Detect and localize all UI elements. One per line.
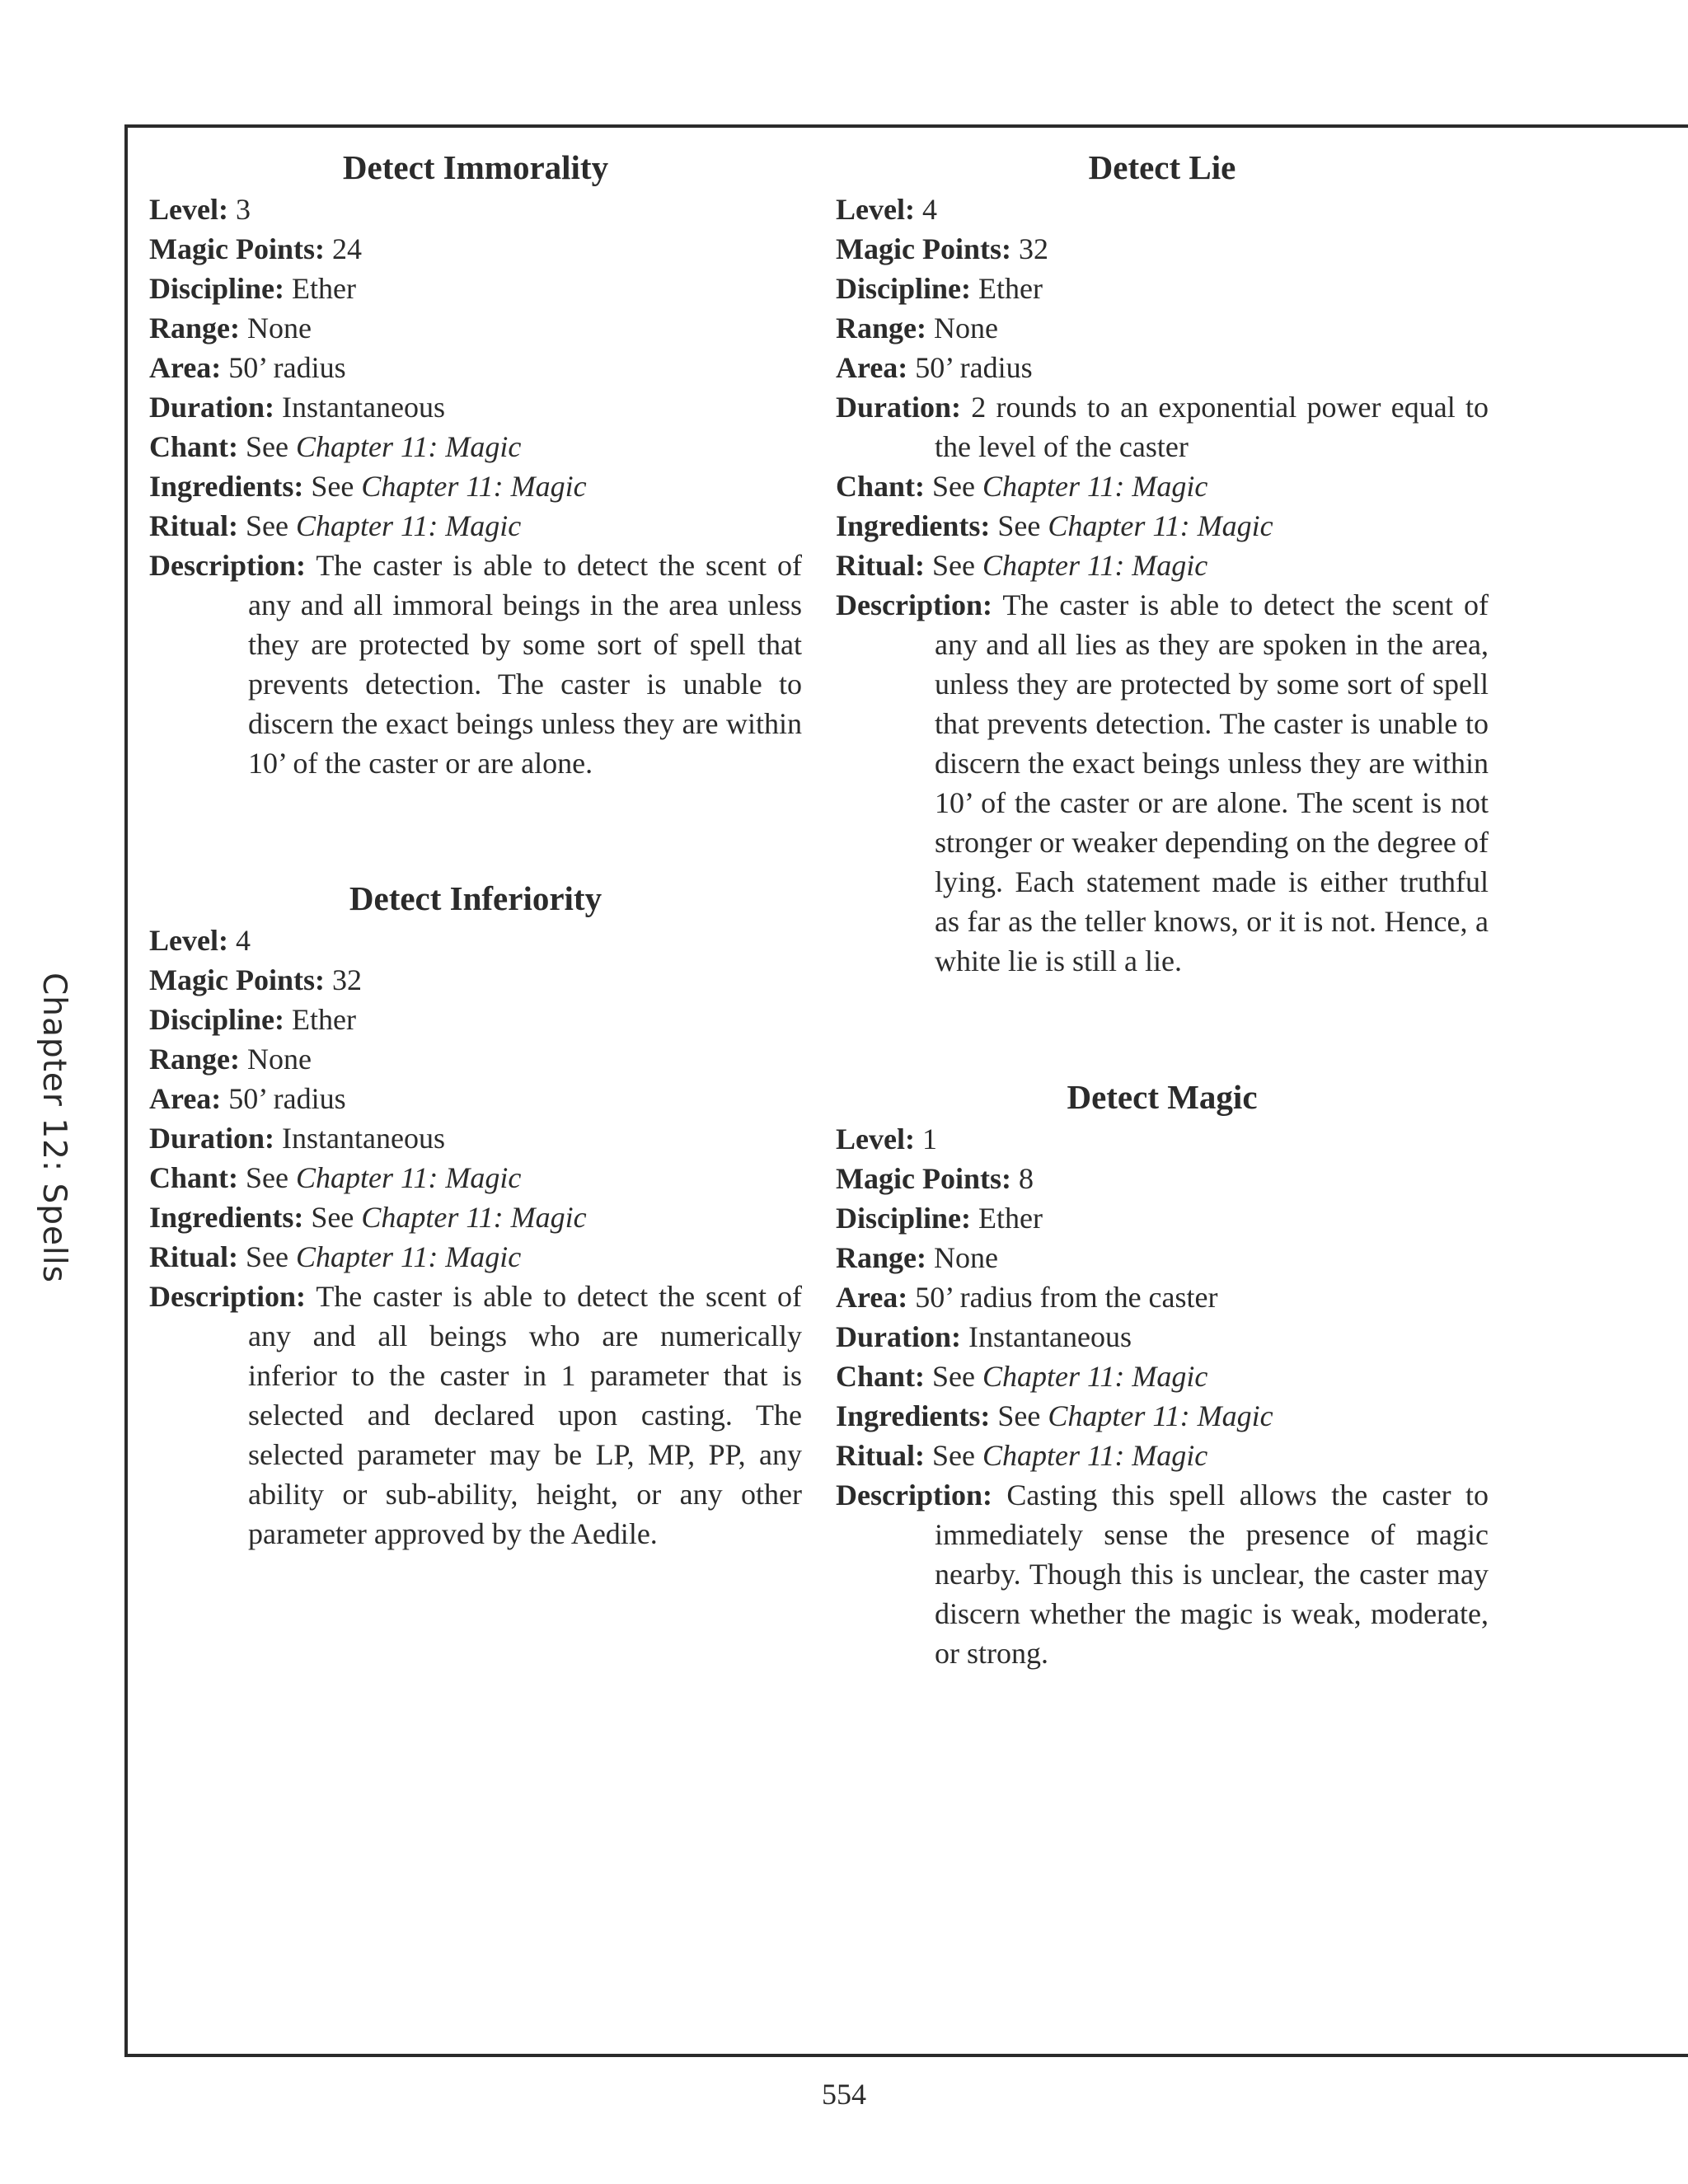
spell-spacer [836, 981, 1489, 1075]
spell-magic-points: Magic Points: 32 [149, 963, 362, 996]
spell-discipline: Discipline: Ether [836, 1202, 1043, 1235]
spell-area: Area: 50’ radius [149, 351, 346, 384]
spell-duration: Duration: Instantaneous [149, 1122, 445, 1155]
spell-spacer [149, 783, 802, 876]
spell-title: Detect Magic [1067, 1078, 1258, 1116]
spell-magic-points: Magic Points: 24 [149, 232, 362, 265]
spell-range: Range: None [149, 312, 312, 344]
spell-magic-points: Magic Points: 32 [836, 232, 1048, 265]
spell-level: Level: 1 [836, 1122, 937, 1155]
spell-ritual: Ritual: See Chapter 11: Magic [836, 1439, 1208, 1472]
spell-detect-inferiority [149, 876, 802, 1554]
spell-chant: Chant: See Chapter 11: Magic [149, 430, 522, 463]
page-number: 554 [822, 2078, 866, 2111]
spell-area: Area: 50’ radius from the caster [836, 1281, 1218, 1314]
spell-area: Area: 50’ radius [149, 1082, 346, 1115]
spell-level: Level: 4 [149, 924, 251, 957]
spell-detect-immorality [149, 145, 802, 783]
spell-duration: Duration: Instantaneous [149, 391, 445, 424]
spell-area: Area: 50’ radius [836, 351, 1033, 384]
spell-duration: Duration: 2 rounds to an exponential power equal to the level of the caster [836, 391, 1489, 463]
spell-title: Detect Immorality [342, 148, 609, 186]
spell-description: Description: The caster is able to detect the scent of any and all lies as they are spoken in the area, unless they are protected by some sort of spell that prevents detection. The caster is unable to discern the exact beings unless they are within 10’ of the caster or are alone. The scent is not stronger or weaker depending on the degree of lying. Each statement made is either truthful as far as the teller knows, or it is not. Hence, a white lie is still a lie. [836, 588, 1489, 977]
spell-ritual: Ritual: See Chapter 11: Magic [149, 1240, 522, 1273]
spell-discipline: Discipline: Ether [149, 1003, 356, 1036]
spell-chant: Chant: See Chapter 11: Magic [836, 1360, 1208, 1393]
spell-ingredients: Ingredients: See Chapter 11: Magic [149, 1201, 587, 1234]
spell-detect-magic [836, 1075, 1489, 1673]
spell-range: Range: None [836, 1241, 998, 1274]
chapter-side-label-text: Chapter 12: Spells [35, 972, 73, 1283]
spell-ingredients: Ingredients: See Chapter 11: Magic [836, 1399, 1273, 1432]
spell-chant: Chant: See Chapter 11: Magic [149, 1161, 522, 1194]
spell-ingredients: Ingredients: See Chapter 11: Magic [149, 470, 587, 503]
left-column [149, 145, 802, 1554]
spell-description: Description: Casting this spell allows the caster to immediately sense the presence of magic nearby. Though this is unclear, the caster may discern whether the magic is weak, moderate, or strong. [836, 1479, 1489, 1670]
spell-magic-points: Magic Points: 8 [836, 1162, 1034, 1195]
spell-detect-lie [836, 145, 1489, 981]
spell-duration: Duration: Instantaneous [836, 1320, 1132, 1353]
spell-ritual: Ritual: See Chapter 11: Magic [149, 509, 522, 542]
spell-level: Level: 3 [149, 193, 251, 226]
spell-description: Description: The caster is able to detect the scent of any and all immoral beings in the area unless they are protected by some sort of spell that prevents detection. The caster is unable to discern the exact beings unless they are within 10’ of the caster or are alone. [149, 549, 802, 780]
spell-description: Description: The caster is able to detect the scent of any and all beings who are numerically inferior to the caster in 1 parameter that is selected and declared upon casting. The selected parameter may be LP, MP, PP, any ability or sub-ability, height, or any other parameter approved by the Aedile. [149, 1280, 802, 1550]
spell-range: Range: None [836, 312, 998, 344]
spell-ingredients: Ingredients: See Chapter 11: Magic [836, 509, 1273, 542]
spell-level: Level: 4 [836, 193, 937, 226]
spell-range: Range: None [149, 1043, 312, 1076]
spell-chant: Chant: See Chapter 11: Magic [836, 470, 1208, 503]
spell-discipline: Discipline: Ether [836, 272, 1043, 305]
spell-ritual: Ritual: See Chapter 11: Magic [836, 549, 1208, 582]
spell-title: Detect Lie [1088, 148, 1236, 186]
spell-discipline: Discipline: Ether [149, 272, 356, 305]
right-column [836, 145, 1489, 1673]
spell-title: Detect Inferiority [349, 879, 603, 917]
